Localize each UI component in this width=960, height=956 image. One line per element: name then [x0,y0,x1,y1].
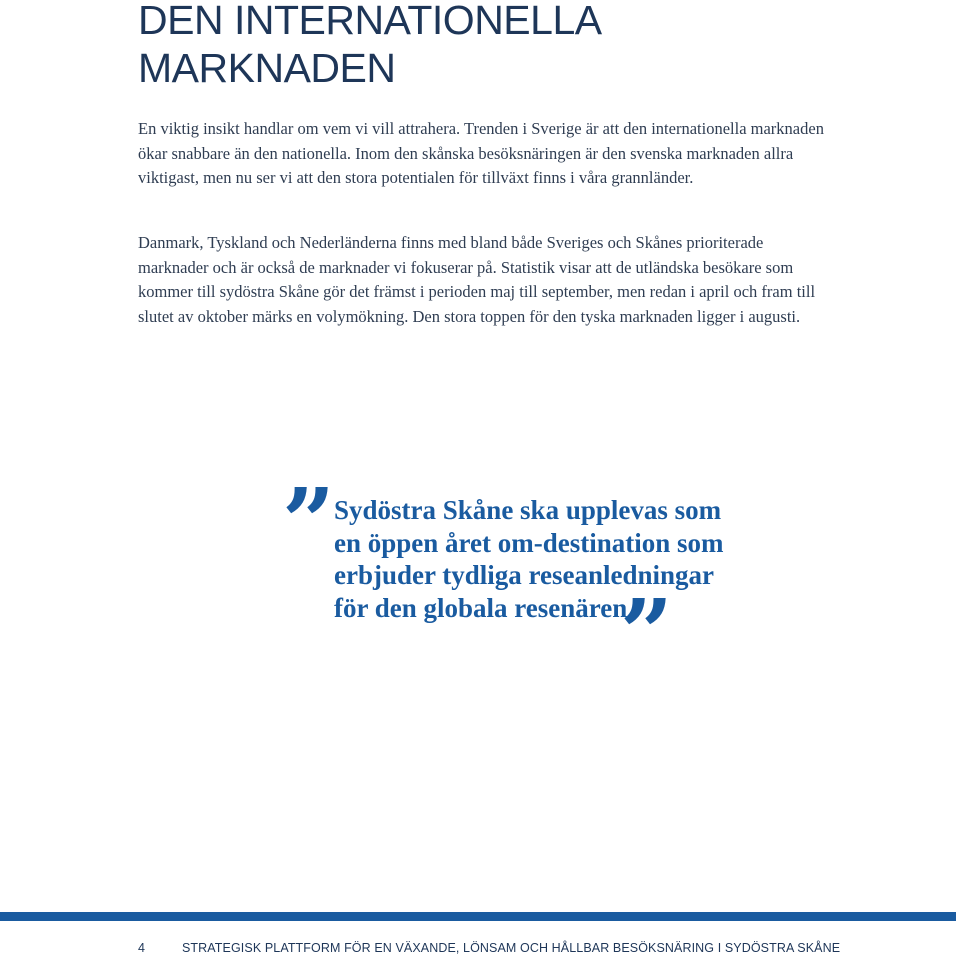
intro-paragraph: En viktig insikt handlar om vem vi vill attrahera. Trenden i Sverige är att den internationella marknaden ökar snabbare än den nationella. Inom den skånska besöksnäringen är den svenska marknaden allra viktigast, men nu ser vi att den stora potentialen för tillväxt finns i våra grannländer. [138,119,824,187]
page-heading-line-1: DEN INTERNATIONELLA [138,0,602,43]
page-heading-line-2: MARKNADEN [138,45,396,91]
pull-quote-line-3: erbjuder tydliga reseanledningar [334,560,715,590]
page-number: 4 [138,941,145,955]
markets-paragraph: Danmark, Tyskland och Nederländerna finns med bland både Sveriges och Skånes prioriterade marknader och är också de marknader vi fokuserar på. Statistik visar att de utländska besökare som kommer till sydöstra Skåne gör det främst i perioden maj till september, men redan i april och fram till slutet av oktober märks en volymökning. Den stora toppen för den tyska marknaden ligger i augusti. [138,233,816,326]
open-quote-icon: ” [282,468,335,576]
pull-quote-line-1: Sydöstra Skåne ska upplevas som [334,495,722,525]
pull-quote-line-2: en öppen året om-destination som [334,527,724,558]
footer-divider [0,912,956,921]
page-heading [138,0,602,92]
pull-quote [282,468,802,687]
close-quote-icon: ” [620,579,673,687]
pull-quote-line-4: för den globala resenären [334,592,628,623]
document-title: STRATEGISK PLATTFORM FÖR EN VÄXANDE, LÖNSAM OCH HÅLLBAR BESÖKSNÄRING I SYDÖSTRA SKÅNE [182,941,841,955]
page-footer [138,940,841,956]
